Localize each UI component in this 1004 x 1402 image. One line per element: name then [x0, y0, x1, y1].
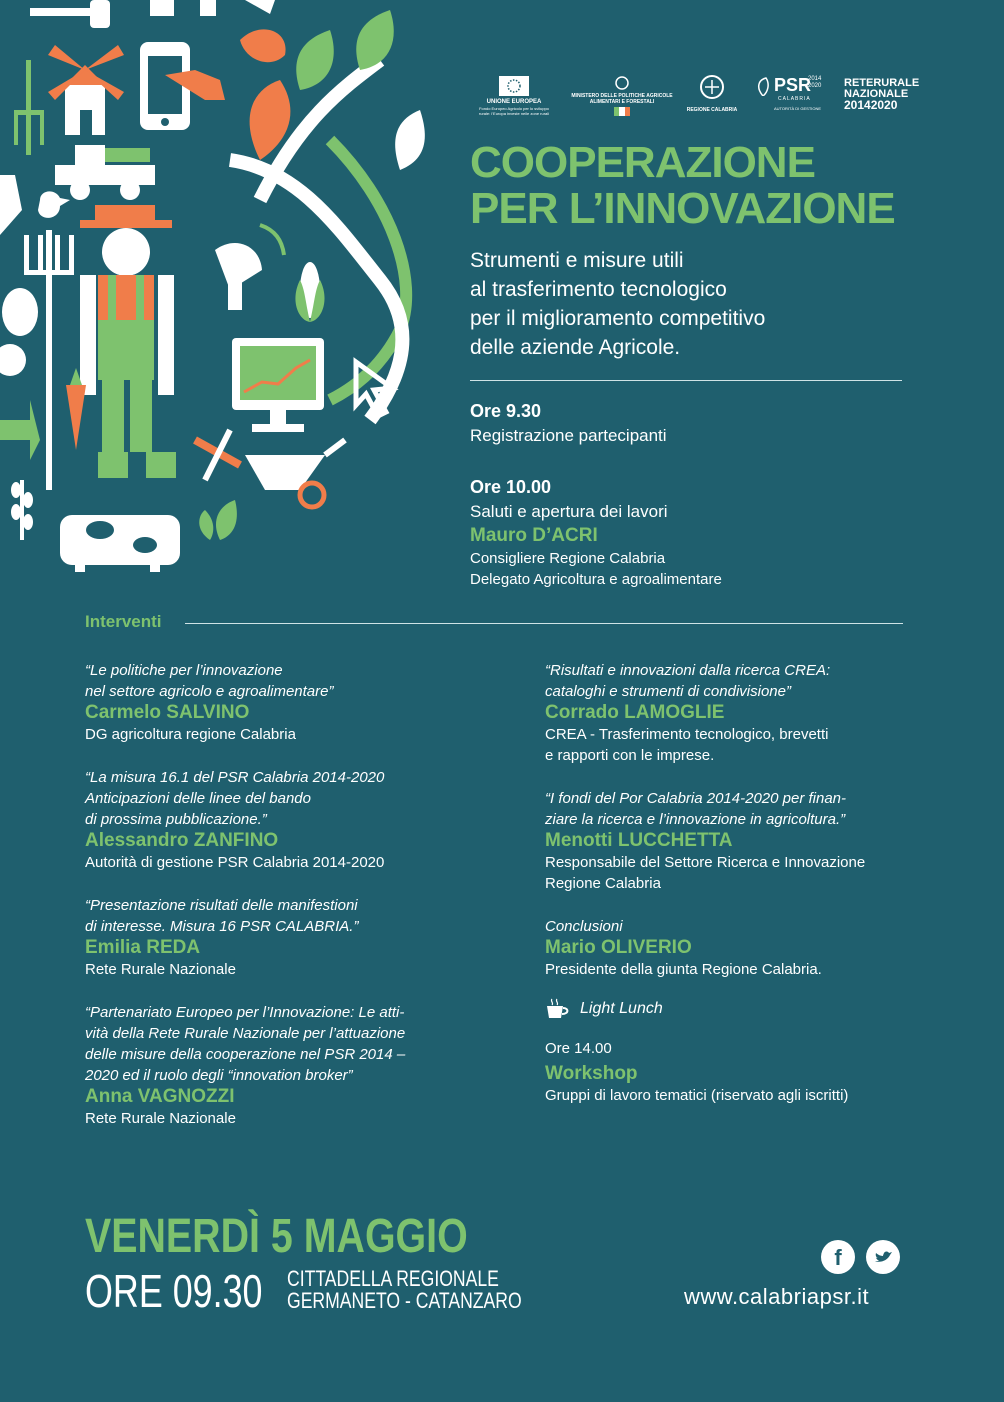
farmer-figure	[80, 205, 176, 478]
divider	[185, 623, 903, 624]
tractor-icon	[55, 145, 155, 200]
satellite-dish-icon	[215, 225, 284, 310]
sprout-icon	[216, 500, 237, 540]
event-date: VENERDÌ 5 MAGGIO	[85, 1210, 468, 1263]
divider	[470, 380, 902, 381]
pitchfork-icon	[14, 60, 44, 155]
regione-logo: REGIONE CALABRIA	[684, 72, 740, 120]
intervento: “La misura 16.1 del PSR Calabria 2014-2020 Anticipazioni delle linee del bando di prossima pubblicazione.” Alessandro ZANFINO Autorità di gestione PSR Calabria 2014-2020	[85, 769, 385, 871]
cow-icon	[60, 515, 180, 572]
left-column	[85, 660, 505, 1129]
wheat-icon	[11, 480, 33, 540]
event-venue: CITTADELLA REGIONALE GERMANETO - CATANZARO	[287, 1266, 522, 1313]
event-hour: ORE 09.30	[85, 1265, 263, 1317]
eu-logo: UNIONE EUROPEA Fondo Europeo Agricolo per lo sviluppo rurale: l'Europa investe nelle zone rurali	[474, 72, 554, 120]
windmill-icon	[48, 45, 124, 135]
light-lunch: Light Lunch	[545, 998, 925, 1020]
italian-flag-icon	[614, 107, 630, 116]
wheelbarrow-icon	[245, 440, 345, 507]
carrot-icon	[66, 385, 86, 450]
coffee-cup-icon	[545, 998, 571, 1020]
psr-leaf-icon	[754, 76, 772, 96]
intervento: “Partenariato Europeo per l’Innovazione: Le atti- vità della Rete Rurale Nazionale per l’attuazione delle misure della cooperazione nel PSR 2014 – 2020 ed il ruolo degli “innovation broker” Anna VAGNOZZI Rete Rurale Nazionale	[85, 1004, 406, 1127]
eu-flag-icon	[499, 76, 529, 96]
regione-emblem-icon	[699, 74, 725, 100]
monitor-chart-icon	[232, 338, 324, 432]
facebook-icon[interactable]: f	[821, 1240, 855, 1274]
intervento: “I fondi del Por Calabria 2014-2020 per finan- ziare la ricerca e l’innovazione in agricoltura.” Menotti LUCCHETTA Responsabile del Settore Ricerca e Innovazione Regione Calabria	[545, 790, 866, 892]
twitter-icon[interactable]	[866, 1240, 900, 1274]
logos-row	[470, 72, 920, 120]
intervento: “Le politiche per l’innovazione nel settore agricolo e agroalimentare” Carmelo SALVINO DG agricoltura regione Calabria	[85, 662, 334, 743]
intervento: Conclusioni Mario OLIVERIO Presidente della giunta Regione Calabria.	[545, 918, 822, 978]
twitter-bird-icon	[866, 1240, 900, 1274]
emblem-icon	[615, 76, 629, 90]
interventi-heading: Interventi	[85, 612, 162, 631]
schedule: Ore 9.30 Registrazione partecipanti Ore 10.00 Saluti e apertura dei lavori Mauro D’ACRI Consigliere Regione Calabria Delegato Agricoltura e agroalimentare	[470, 401, 722, 588]
corn-icon	[295, 262, 324, 322]
agriculture-illustration	[0, 0, 440, 600]
website-link[interactable]: www.calabriapsr.it	[684, 1284, 870, 1309]
shovel-icon	[30, 8, 90, 16]
intervento: “Risultati e innovazioni dalla ricerca CREA: cataloghi e strumenti di condivisione” Corrado LAMOGLIE CREA - Trasferimento tecnologico, brevetti e rapporti con le imprese.	[545, 662, 831, 764]
psr-logo: PSR 2014 2020 CALABRIA AUTORITÀ DI GESTIONE	[752, 72, 832, 120]
smartphone-icon	[140, 42, 225, 130]
duck-icon	[38, 191, 70, 217]
right-column: “Risultati e innovazioni dalla ricerca CREA: cataloghi e strumenti di condivisione” Corrado LAMOGLIE CREA - Trasferimento tecnologico, brevetti e rapporti con le imprese. “I fondi del Por Calabria 2014-2020 per finan- ziare la ricerca e l’innovazione in agricoltura.” Menotti LUCCHETTA Responsabile del Settore Ricerca e Innovazione Regione Calabria Conclusioni Mario OLIVERIO Presidente della giunta Regione Calabria. Light Lunch Ore 14.00 Workshop Gruppi di lavoro tematici (riservato agli iscritti)	[545, 660, 925, 1106]
rete-rurale-logo: RETERURALE NAZIONALE 20142020	[844, 77, 920, 112]
egg-icon	[2, 288, 38, 336]
intervento: “Presentazione risultati delle manifestioni di interesse. Misura 16 PSR CALABRIA.” Emilia REDA Rete Rurale Nazionale	[85, 897, 359, 978]
page-title: COOPERAZIONE PER L’INNOVAZIONE	[470, 138, 895, 233]
subtitle: Strumenti e misure utili al trasferimento tecnologico per il miglioramento competitivo delle aziende Agricole.	[470, 249, 766, 359]
leaf-icon	[240, 29, 286, 62]
ministero-logo: MINISTERO DELLE POLITICHE AGRICOLE ALIMENTARI E FORESTALI	[566, 72, 678, 120]
